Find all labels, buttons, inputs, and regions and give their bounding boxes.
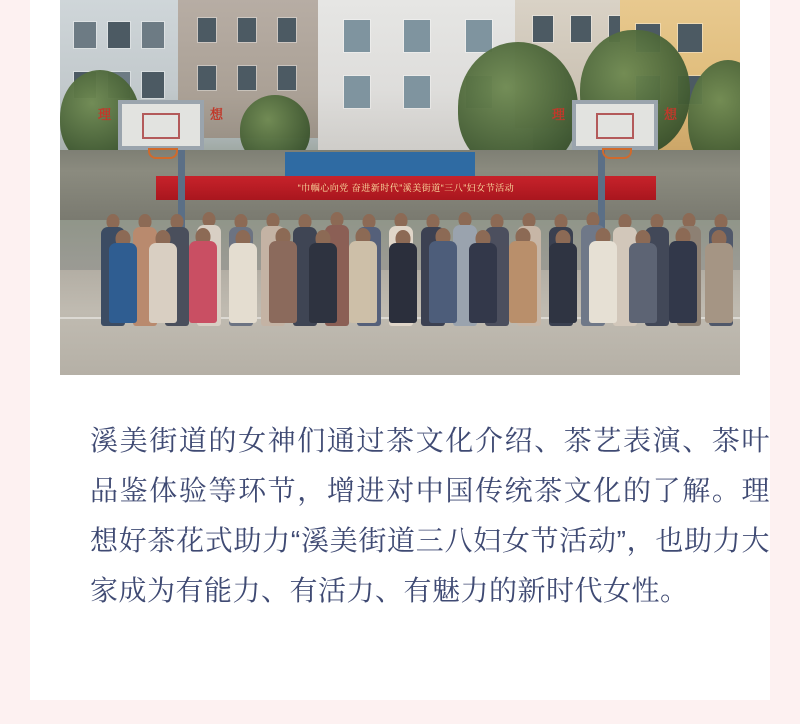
event-banner: “巾帼心向党 奋进新时代”溪美街道“三八”妇女节活动 — [156, 176, 656, 200]
backboard-char-right-1: 理 — [552, 107, 566, 122]
hoop-ring-left — [148, 148, 178, 159]
content-card — [30, 0, 770, 700]
backboard-char-left-1: 理 — [98, 107, 112, 122]
event-photo — [60, 0, 740, 375]
photo-scene — [60, 0, 740, 375]
crowd-group — [60, 196, 740, 326]
article-caption: 溪美街道的女神们通过茶文化介绍、茶艺表演、茶叶品鉴体验等环节，增进对中国传统茶文化的了解。理想好茶花式助力“溪美街道三八妇女节活动”，也助力大家成为有能力、有活力、有魅力的新时代女性。 — [90, 425, 770, 606]
backboard-right — [572, 100, 658, 150]
backboard-char-right-2: 想 — [664, 107, 678, 122]
backboard-left — [118, 100, 204, 150]
backboard-char-left-2: 想 — [210, 107, 224, 122]
wall-sign-blue — [285, 152, 475, 178]
hoop-ring-right — [602, 148, 632, 159]
